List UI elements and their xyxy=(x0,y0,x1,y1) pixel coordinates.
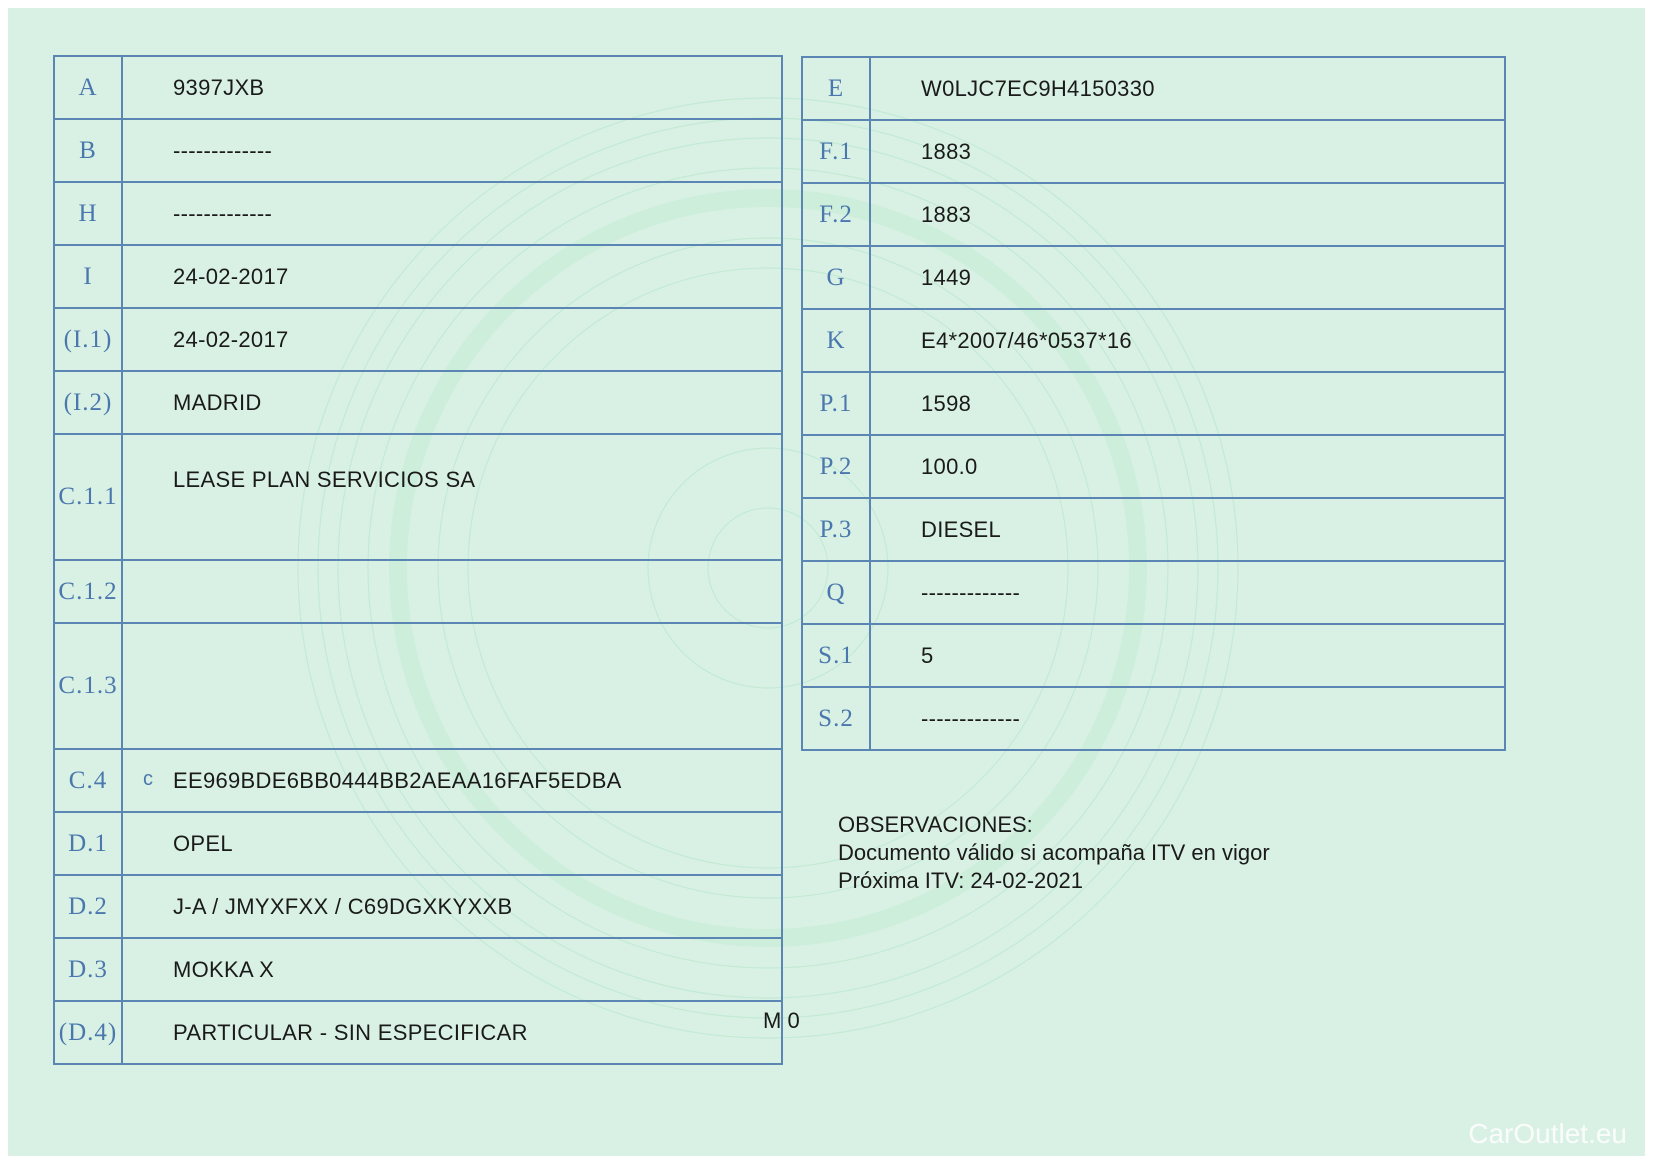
row-c13 xyxy=(54,623,782,749)
field-value: ------------- xyxy=(122,119,782,182)
field-value: ------------- xyxy=(870,561,1505,624)
field-code: H xyxy=(54,182,122,245)
observations-line: Próxima ITV: 24-02-2021 xyxy=(838,868,1083,893)
m0-label: M 0 xyxy=(763,1008,800,1033)
watermark-text: CarOutlet.eu xyxy=(1468,1118,1627,1149)
field-code: C.1.3 xyxy=(54,623,122,749)
field-code: D.2 xyxy=(54,875,122,938)
observations-block xyxy=(838,811,1270,895)
field-code: S.1 xyxy=(802,624,870,687)
row-d3 xyxy=(54,938,782,1001)
row-s2 xyxy=(802,687,1505,750)
left-data-table xyxy=(53,55,783,1065)
row-q xyxy=(802,561,1505,624)
field-value: 1883 xyxy=(870,120,1505,183)
row-e xyxy=(802,57,1505,120)
field-code: K xyxy=(802,309,870,372)
field-value xyxy=(122,623,782,749)
field-value: ------------- xyxy=(870,687,1505,750)
field-code: Q xyxy=(802,561,870,624)
field-code: (I.2) xyxy=(54,371,122,434)
field-code: F.1 xyxy=(802,120,870,183)
field-code: E xyxy=(802,57,870,120)
field-value: 1449 xyxy=(870,246,1505,309)
field-value: 100.0 xyxy=(870,435,1505,498)
field-value: 1598 xyxy=(870,372,1505,435)
row-c12 xyxy=(54,560,782,623)
field-value: PARTICULAR - SIN ESPECIFICAR xyxy=(122,1001,782,1064)
row-p2 xyxy=(802,435,1505,498)
field-value: 1883 xyxy=(870,183,1505,246)
field-value xyxy=(122,749,782,812)
field-code: P.1 xyxy=(802,372,870,435)
right-data-table xyxy=(801,56,1506,751)
row-p1 xyxy=(802,372,1505,435)
registration-document xyxy=(8,8,1645,1156)
field-code: F.2 xyxy=(802,183,870,246)
row-p3 xyxy=(802,498,1505,561)
row-h xyxy=(54,182,782,245)
field-code: A xyxy=(54,56,122,119)
field-value: MADRID xyxy=(122,371,782,434)
field-code: C.1.1 xyxy=(54,434,122,560)
row-i xyxy=(54,245,782,308)
field-value xyxy=(122,560,782,623)
row-s1 xyxy=(802,624,1505,687)
row-a xyxy=(54,56,782,119)
field-code: D.3 xyxy=(54,938,122,1001)
field-code: I xyxy=(54,245,122,308)
field-value: DIESEL xyxy=(870,498,1505,561)
field-value: E4*2007/46*0537*16 xyxy=(870,309,1505,372)
row-c4 xyxy=(54,749,782,812)
field-value: W0LJC7EC9H4150330 xyxy=(870,57,1505,120)
field-code: B xyxy=(54,119,122,182)
row-d1 xyxy=(54,812,782,875)
field-value: ------------- xyxy=(122,182,782,245)
row-k xyxy=(802,309,1505,372)
row-i1 xyxy=(54,308,782,371)
field-value-text: EE969BDE6BB0444BB2AEAA16FAF5EDBA xyxy=(173,767,622,793)
field-value: MOKKA X xyxy=(122,938,782,1001)
field-code: D.1 xyxy=(54,812,122,875)
row-f2 xyxy=(802,183,1505,246)
field-value: OPEL xyxy=(122,812,782,875)
row-c11 xyxy=(54,434,782,560)
row-d4 xyxy=(54,1001,782,1064)
field-value: J-A / JMYXFXX / C69DGXKYXXB xyxy=(122,875,782,938)
observations-line: Documento válido si acompaña ITV en vigor xyxy=(838,840,1270,865)
field-value: 24-02-2017 xyxy=(122,308,782,371)
row-f1 xyxy=(802,120,1505,183)
field-code: C.4 xyxy=(54,749,122,812)
field-value: 24-02-2017 xyxy=(122,245,782,308)
field-code: P.3 xyxy=(802,498,870,561)
field-code: S.2 xyxy=(802,687,870,750)
field-value: LEASE PLAN SERVICIOS SA xyxy=(122,434,782,560)
field-code: (D.4) xyxy=(54,1001,122,1064)
field-code: G xyxy=(802,246,870,309)
row-i2 xyxy=(54,371,782,434)
field-code: C.1.2 xyxy=(54,560,122,623)
row-d2 xyxy=(54,875,782,938)
row-g xyxy=(802,246,1505,309)
field-prefix: c xyxy=(143,767,154,790)
row-b xyxy=(54,119,782,182)
field-value: 5 xyxy=(870,624,1505,687)
field-value: 9397JXB xyxy=(122,56,782,119)
observations-heading: OBSERVACIONES: xyxy=(838,812,1033,837)
field-code: (I.1) xyxy=(54,308,122,371)
field-code: P.2 xyxy=(802,435,870,498)
